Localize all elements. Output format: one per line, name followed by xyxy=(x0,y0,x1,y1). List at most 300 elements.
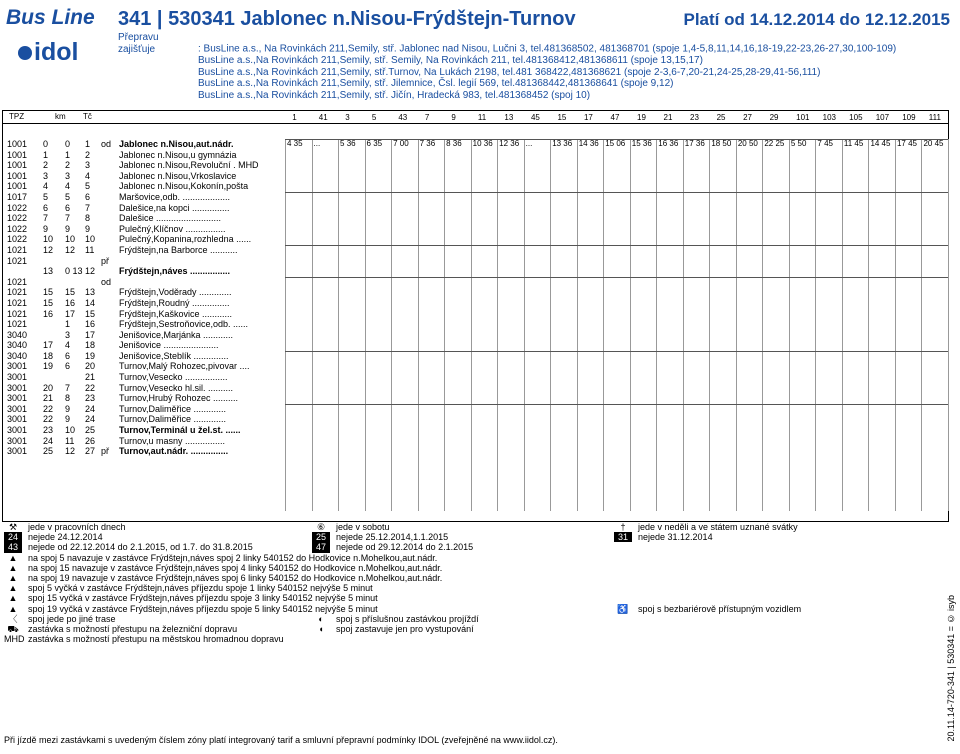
departure-time: 12 36 xyxy=(499,139,520,148)
stop-row xyxy=(3,192,285,203)
carrier-list xyxy=(118,32,896,101)
trip-number: 21 xyxy=(663,113,673,122)
stop-km2: 10 xyxy=(65,234,76,245)
stop-name: Maršovice,odb. ................... xyxy=(119,191,231,202)
stop-tpz: 1001 xyxy=(7,149,28,160)
stop-row xyxy=(3,383,285,394)
legend-row xyxy=(4,563,944,573)
stop-km: 18 xyxy=(43,350,54,361)
stop-km2: 3 xyxy=(65,329,71,340)
stop-name: Turnov,Vesecko hl.sil. .......... xyxy=(119,382,234,393)
grid-column-line xyxy=(524,139,525,511)
departure-time: 16 36 xyxy=(658,139,679,148)
stop-tc: 12 xyxy=(85,266,96,277)
stop-km: 23 xyxy=(43,425,54,436)
legend-text: jede v pracovních dnech xyxy=(28,522,126,532)
legend-text: jede v neděli a ve státem uznané svátky xyxy=(638,522,798,532)
departure-time: 13 36 xyxy=(552,139,573,148)
stop-km: 12 xyxy=(43,244,54,255)
legend-row xyxy=(4,604,944,614)
trip-number: 109 xyxy=(902,113,916,122)
stop-km2: 4 xyxy=(65,181,71,192)
legend-icon: ◖ xyxy=(318,623,324,634)
stop-km2: 16 xyxy=(65,297,76,308)
stop-name: Turnov,Malý Rohozec,pivovar .... xyxy=(119,361,250,372)
stop-km: 21 xyxy=(43,393,54,404)
grid-column-line xyxy=(365,139,366,511)
trip-number: 13 xyxy=(504,113,514,122)
trip-number: 107 xyxy=(875,113,890,122)
stop-km: 15 xyxy=(43,297,54,308)
stop-tpz: 1021 xyxy=(7,276,28,287)
legend-icon: † xyxy=(620,522,626,532)
stop-tpz: 1022 xyxy=(7,223,28,234)
trip-number: 105 xyxy=(849,113,863,122)
grid-column-line xyxy=(921,139,922,511)
stop-km2: 11 xyxy=(65,435,75,446)
departure-time: 7 00 xyxy=(393,139,409,148)
stop-name: Jenišovice ...................... xyxy=(119,340,219,351)
stop-name: Turnov,Terminál u žel.st. ...... xyxy=(119,425,241,436)
stop-km2: 8 xyxy=(65,393,71,404)
stop-tpz: 1001 xyxy=(7,160,28,171)
departure-time: 17 45 xyxy=(896,139,917,148)
legend-text: spoj s příslušnou zastávkou projíždí xyxy=(336,613,479,624)
stop-name: Turnov,Vesecko ................. xyxy=(119,372,228,383)
stop-km: 15 xyxy=(43,287,54,298)
legend-text: zastávka s možností přestupu na železniční dopravu xyxy=(28,623,238,634)
stop-name: Pulečný,Klíčnov ................ xyxy=(119,223,226,234)
carrier-line: BusLine a.s.,Na Rovinkách 211,Semily, stř. Semily, Na Rovinkách 211, tel.481368412,481368611 (spoje 13,15,17) xyxy=(198,55,703,66)
stop-km: 17 xyxy=(43,340,54,351)
stop-tc: 17 xyxy=(85,329,96,340)
legend-icon: ▲ xyxy=(8,583,18,594)
legend-text: nejede 25.12.2014,1.1.2015 xyxy=(336,532,449,543)
grid-column-line xyxy=(497,139,498,511)
legend-icon: 31 xyxy=(614,532,632,542)
stop-km2: 6 xyxy=(65,350,71,361)
stop-tpz: 1021 xyxy=(7,287,28,298)
stop-tc: 24 xyxy=(85,414,96,425)
grid-column-line xyxy=(312,139,313,511)
stop-tc: 3 xyxy=(85,160,91,171)
departure-time: 14 45 xyxy=(870,139,891,148)
grid-column-line xyxy=(709,139,710,511)
trip-number: 25 xyxy=(716,113,726,122)
stop-tc: 6 xyxy=(85,191,91,202)
stop-tc: 22 xyxy=(85,382,96,393)
stop-name: Pulečný,Kopanina,rozhledna ...... xyxy=(119,234,252,245)
trip-number: 1 xyxy=(292,113,297,122)
grid-column-line xyxy=(338,139,339,511)
stop-km2: 9 xyxy=(65,414,71,425)
legend-text: spoj 5 vyčká v zastávce Frýdštejn,náves příjezdu spoje 1 linky 540152 nejvýše 5 minut xyxy=(28,583,373,594)
stop-tc: 19 xyxy=(85,350,96,361)
stop-tc: 2 xyxy=(85,149,91,160)
stop-km: 7 xyxy=(43,213,49,224)
stop-tc: 14 xyxy=(85,297,96,308)
trip-number: 23 xyxy=(690,113,699,122)
legend-row xyxy=(4,532,944,542)
departure-time: 15 36 xyxy=(631,139,652,148)
trip-number: 101 xyxy=(796,113,810,122)
grid-column-line xyxy=(789,139,790,511)
legend-row xyxy=(4,522,944,532)
stop-km2: 12 xyxy=(65,446,76,457)
stop-tc: 20 xyxy=(85,361,96,372)
trip-number: 41 xyxy=(318,113,328,122)
side-note: 20.11.14-720-341 | 530341 = © isyb xyxy=(946,595,956,742)
stop-tc: 7 xyxy=(85,202,91,213)
legend-icon: 47 xyxy=(312,542,330,552)
carrier-label: Přepravu zajišťuje xyxy=(118,32,159,55)
trip-number: 7 xyxy=(424,113,430,122)
departure-time: 6 35 xyxy=(366,139,383,148)
departure-time: 14 36 xyxy=(578,139,599,148)
departure-time: 5 36 xyxy=(340,139,356,148)
stop-name: Frýdštejn,Kaškovice ............ xyxy=(119,308,233,319)
stop-km2: 9 xyxy=(65,403,71,414)
stop-tc: 10 xyxy=(85,234,96,245)
stop-km: 25 xyxy=(43,446,54,457)
header xyxy=(0,0,960,112)
stop-tpz: 3001 xyxy=(7,414,28,425)
stop-row xyxy=(3,160,285,171)
grid-column-line xyxy=(285,139,286,511)
stop-km2: 5 xyxy=(65,191,71,202)
stop-dir: př xyxy=(101,255,110,266)
trip-number: 17 xyxy=(583,113,593,122)
legend-icon: ▲ xyxy=(8,593,18,604)
stop-row xyxy=(3,404,285,415)
legend-text: nejede 24.12.2014 xyxy=(28,532,103,543)
grid-column-line xyxy=(471,139,472,511)
departure-time: 22 25 xyxy=(764,139,785,148)
stop-km: 22 xyxy=(43,414,54,425)
carrier-line: BusLine a.s.,Na Rovinkách 211,Semily, stř. Jilemnice, Čsl. legií 569, tel.481368442,481368641 (spoje 9,12) xyxy=(198,78,674,89)
stop-tc: 4 xyxy=(85,170,91,181)
stop-km: 16 xyxy=(43,308,54,319)
stop-list xyxy=(3,139,285,457)
grid-column-line xyxy=(418,139,419,511)
legend-row xyxy=(4,624,944,634)
legend-icon: ♿ xyxy=(617,603,629,614)
trip-number: 3 xyxy=(345,113,350,122)
stop-name: Turnov,aut.nádr. ............... xyxy=(119,446,229,457)
stop-row xyxy=(3,351,285,362)
departure-time: 20 50 xyxy=(737,139,758,148)
stop-row xyxy=(3,139,285,150)
stop-name: Dalešice .......................... xyxy=(119,213,222,224)
stop-name: Jablonec n.Nisou,u gymnázia xyxy=(119,149,237,160)
stop-row xyxy=(3,224,285,235)
stop-dir: př xyxy=(101,446,110,457)
stop-tpz: 3001 xyxy=(7,446,28,457)
legend-text: nejede od 22.12.2014 do 2.1.2015, od 1.7. do 31.8.2015 xyxy=(28,542,253,553)
grid-column-line xyxy=(736,139,737,511)
stop-name: Turnov,Daliměřice ............. xyxy=(119,403,227,414)
grid-column-line xyxy=(577,139,578,511)
stop-row xyxy=(3,372,285,383)
stop-row xyxy=(3,298,285,309)
stop-km2: 4 xyxy=(65,340,71,351)
legend-icon: MHD xyxy=(4,634,25,645)
trip-number: 29 xyxy=(769,113,779,122)
stop-tc: 11 xyxy=(85,244,95,255)
stop-tpz: 1021 xyxy=(7,244,28,255)
stop-tpz: 1021 xyxy=(7,319,28,330)
departure-time: 11 45 xyxy=(843,139,864,148)
legend-text: spoj jede po jiné trase xyxy=(28,613,116,624)
stop-row xyxy=(3,171,285,182)
stop-km2: 3 xyxy=(65,170,71,181)
grid-column-line xyxy=(948,139,949,511)
stop-tpz: 3001 xyxy=(7,425,28,436)
stop-row xyxy=(3,245,285,256)
stop-row xyxy=(3,181,285,192)
stop-dir: od xyxy=(101,276,112,287)
stop-name: Jablonec n.Nisou,Vrkoslavice xyxy=(119,170,237,181)
stop-tpz: 3040 xyxy=(7,350,28,361)
legend-icon: ▲ xyxy=(8,552,18,563)
stop-row xyxy=(3,150,285,161)
stop-row xyxy=(3,309,285,320)
legend-icon: ▲ xyxy=(8,572,18,583)
departure-time: 4 35 xyxy=(287,139,303,148)
stop-tpz: 1001 xyxy=(7,139,28,149)
stop-tc: 9 xyxy=(85,223,91,234)
legend-text: na spoj 19 navazuje v zastávce Frýdštejn,náves spoj 6 linky 540152 do Hodkovice n.Mohelkou,aut.nádr. xyxy=(28,572,443,583)
departure-time: 18 50 xyxy=(711,139,732,148)
trip-number: 111 xyxy=(928,113,941,122)
stop-km: 2 xyxy=(43,160,49,171)
grid-column-line xyxy=(444,139,445,511)
timetable xyxy=(2,110,949,522)
stop-name: Jenišovice,Steblík .............. xyxy=(119,350,229,361)
stop-km2: 1 xyxy=(65,319,71,330)
stop-km2: 6 xyxy=(65,202,71,213)
trip-number: 27 xyxy=(743,113,752,122)
stop-tpz: 1022 xyxy=(7,213,28,224)
stop-tpz: 3001 xyxy=(7,403,28,414)
time-grid xyxy=(285,139,948,511)
stop-km2: 6 xyxy=(65,361,71,372)
legend-text: jede v sobotu xyxy=(336,522,390,532)
page-title: 341 | 530341 Jablonec n.Nisou-Frýdštejn-Turnov xyxy=(118,8,576,30)
stop-km: 13 xyxy=(43,266,54,277)
validity-period: Platí od 14.12.2014 do 12.12.2015 xyxy=(683,10,950,29)
stop-tpz: 1021 xyxy=(7,255,28,266)
stop-tc: 27 xyxy=(85,446,96,457)
stop-row xyxy=(3,446,285,457)
grid-column-line xyxy=(895,139,896,511)
stop-name: Jablonec n.Nisou,Revoluční . MHD xyxy=(119,160,259,171)
trip-number: 47 xyxy=(610,113,620,122)
idol-logo: idol xyxy=(18,38,78,67)
stop-row xyxy=(3,361,285,372)
stop-tc: 16 xyxy=(85,319,96,330)
legend xyxy=(4,522,944,644)
stop-tpz: 1017 xyxy=(7,191,28,202)
stop-row xyxy=(3,256,285,267)
timetable-header xyxy=(3,111,948,124)
stop-name: Jablonec n.Nisou,Kokonín,pošta xyxy=(119,181,249,192)
legend-icon: ⚒ xyxy=(8,522,18,532)
legend-row xyxy=(4,583,944,593)
stop-row xyxy=(3,213,285,224)
legend-row xyxy=(4,614,944,624)
stop-km: 24 xyxy=(43,435,54,446)
trip-number: 5 xyxy=(371,113,377,122)
legend-icon: ▲ xyxy=(8,603,18,614)
stop-row xyxy=(3,330,285,341)
stop-name: Jenišovice,Marjánka ............ xyxy=(119,329,234,340)
stop-name: Frýdštejn,na Barborce ........... xyxy=(119,244,238,255)
stop-tc: 18 xyxy=(85,340,96,351)
legend-row xyxy=(4,634,944,644)
legend-text: spoj s bezbariérově přístupným vozidlem xyxy=(638,603,802,614)
stop-km: 3 xyxy=(43,170,49,181)
legend-text: spoj 15 vyčká v zastávce Frýdštejn,náves příjezdu spoje 3 linky 540152 nejvýše 5 minut xyxy=(28,593,378,604)
legend-row xyxy=(4,593,944,603)
stop-name: Frýdštejn,Sestroňovice,odb. ...... xyxy=(119,319,249,330)
trip-number: 9 xyxy=(451,113,456,122)
stop-tc: 21 xyxy=(85,372,96,383)
stop-tc: 25 xyxy=(85,425,96,436)
stop-row xyxy=(3,425,285,436)
stop-row xyxy=(3,203,285,214)
legend-icon: 〈 xyxy=(8,613,18,624)
legend-icon: 24 xyxy=(4,532,22,542)
stop-tpz: 3001 xyxy=(7,382,28,393)
footer-note: Při jízdě mezi zastávkami s uvedeným číslem zóny platí integrovaný tarif a smluvní přepravní podmínky IDOL (zveřejněné na www.iidol.cz). xyxy=(4,735,558,745)
stop-row xyxy=(3,234,285,245)
grid-column-line xyxy=(762,139,763,511)
trip-number: 15 xyxy=(557,113,567,122)
grid-column-line xyxy=(630,139,631,511)
col-tpz: TPZ xyxy=(9,112,25,121)
legend-text: na spoj 5 navazuje v zastávce Frýdštejn,náves spoj 2 linky 540152 do Hodkovice n.Mohelkou,aut.nádr. xyxy=(28,552,438,563)
stop-tpz: 1001 xyxy=(7,181,28,192)
legend-icon: ⛟ xyxy=(7,623,19,634)
stop-km: 6 xyxy=(43,202,49,213)
stop-tc: 24 xyxy=(85,403,96,414)
legend-text: na spoj 15 navazuje v zastávce Frýdštejn,náves spoj 4 linky 540152 do Hodkovice n.Mohelkou,aut.nádr. xyxy=(28,562,443,573)
stop-km2: 17 xyxy=(65,308,76,319)
grid-column-line xyxy=(391,139,392,511)
legend-icon: ▲ xyxy=(8,562,18,573)
legend-text: zastávka s možností přestupu na městskou hromadnou dopravu xyxy=(28,634,284,645)
grid-column-line xyxy=(683,139,684,511)
stop-tpz: 1001 xyxy=(7,170,28,181)
carrier-line: : BusLine a.s., Na Rovinkách 211,Semily, stř. Jablonec nad Nisou, Lučni 3, tel.481368502, 481368701 (spoje 1,4-5,8,11,14,16,18-19,22-23,26-27,30,100-109) xyxy=(198,43,897,55)
stop-tc: 15 xyxy=(85,308,96,319)
legend-icon: ⑥ xyxy=(316,522,326,532)
stop-km: 5 xyxy=(43,191,49,202)
stop-name: Dalešice,na kopci ............... xyxy=(119,202,230,213)
grid-row-line xyxy=(285,404,948,405)
stop-tpz: 3001 xyxy=(7,393,28,404)
stop-km: 0 xyxy=(43,139,49,149)
stop-tpz: 3001 xyxy=(7,361,28,372)
trip-number: 103 xyxy=(822,113,837,122)
stop-name: Turnov,Hrubý Rohozec .......... xyxy=(119,393,239,404)
trip-number: 19 xyxy=(637,113,646,122)
stop-tpz: 1022 xyxy=(7,234,28,245)
stop-tpz: 3001 xyxy=(7,372,28,383)
stop-km2: 1 xyxy=(65,149,71,160)
legend-text: spoj zastavuje jen pro vystupování xyxy=(336,623,474,634)
departure-time: 17 36 xyxy=(684,139,705,148)
departure-time: 7 45 xyxy=(817,139,833,148)
legend-row xyxy=(4,573,944,583)
legend-row xyxy=(4,553,944,563)
trip-number: 45 xyxy=(530,113,540,122)
stop-tpz: 1021 xyxy=(7,297,28,308)
stop-km2: 2 xyxy=(65,160,71,171)
stop-name: Turnov,u masny ................ xyxy=(119,435,226,446)
legend-row xyxy=(4,542,944,552)
stop-name: Jablonec n.Nisou,aut.nádr. xyxy=(119,139,234,149)
stop-km2: 9 xyxy=(65,223,71,234)
stop-tc: 13 xyxy=(85,287,96,298)
stop-row xyxy=(3,266,285,277)
stop-km2: 7 xyxy=(65,213,71,224)
stop-km: 4 xyxy=(43,181,49,192)
grid-column-line xyxy=(815,139,816,511)
departure-time: 8 36 xyxy=(446,139,462,148)
stop-km2: 0 xyxy=(65,139,71,149)
stop-km: 20 xyxy=(43,382,54,393)
stop-km: 22 xyxy=(43,403,54,414)
stop-tc: 5 xyxy=(85,181,91,192)
grid-column-line xyxy=(656,139,657,511)
grid-row-line xyxy=(285,351,948,352)
grid-column-line xyxy=(868,139,869,511)
stop-row xyxy=(3,436,285,447)
grid-column-line xyxy=(842,139,843,511)
legend-icon: 43 xyxy=(4,542,22,552)
stop-name: Frýdštejn,Roudný ............... xyxy=(119,297,230,308)
stop-tc: 8 xyxy=(85,213,91,224)
stop-km2: 15 xyxy=(65,287,76,298)
departure-time: 7 36 xyxy=(419,139,436,148)
departure-time: 5 50 xyxy=(790,139,807,148)
col-km: km xyxy=(55,112,66,121)
stop-row xyxy=(3,277,285,288)
grid-column-line xyxy=(603,139,604,511)
trip-number: 11 xyxy=(477,113,487,122)
legend-text: spoj 19 vyčká v zastávce Frýdštejn,náves příjezdu spoje 5 linky 540152 nejvýše 5 minut xyxy=(28,603,378,614)
grid-row-line xyxy=(285,277,948,278)
busline-logo: Bus Line xyxy=(6,6,95,29)
departure-time: 20 45 xyxy=(923,139,944,148)
stop-row xyxy=(3,393,285,404)
stop-km2: 12 xyxy=(65,244,76,255)
stop-tc: 26 xyxy=(85,435,96,446)
stop-dir: od xyxy=(101,139,112,149)
stop-km2: 0 13 xyxy=(65,266,83,277)
departure-time: ... xyxy=(525,139,533,148)
stop-name: Turnov,Daliměřice ............. xyxy=(119,414,227,425)
stop-km: 19 xyxy=(43,361,54,372)
departure-time: ... xyxy=(313,139,321,148)
stop-km2: 10 xyxy=(65,425,76,436)
stop-row xyxy=(3,340,285,351)
stop-tc: 23 xyxy=(85,393,96,404)
stop-name: Frýdštejn,Voděrady ............. xyxy=(119,287,232,298)
idol-dot-icon xyxy=(18,46,32,60)
